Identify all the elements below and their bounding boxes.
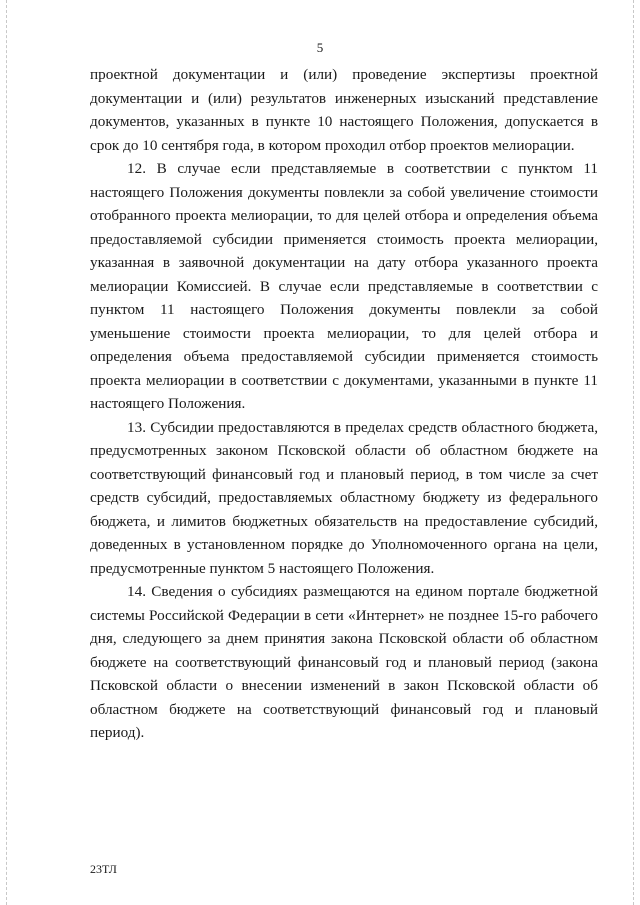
footer-code: 23ТЛ	[90, 862, 117, 876]
scan-left-edge	[6, 0, 7, 905]
document-body	[90, 63, 598, 745]
paragraph-continuation: проектной документации и (или) проведение экспертизы проектной документации и (или) результатов инженерных изысканий представление документов, указанных в пункте 10 настоящего Положения, допускается в срок до 10 сентября года, в котором проходил отбор проектов мелиорации.	[90, 66, 598, 154]
scan-right-edge	[633, 0, 634, 905]
paragraph-12: 12. В случае если представляемые в соответствии с пунктом 11 настоящего Положения документы повлекли за собой увеличение стоимости отобранного проекта мелиорации, то для целей отбора и определения объема предоставляемой субсидии применяется стоимость проекта мелиорации, указанная в заявочной документации на дату отбора указанного проекта мелиорации Комиссией. В случае если представляемые в соответствии с пунктом 11 настоящего Положения документы повлекли за собой уменьшение стоимости проекта мелиорации, то для целей отбора и определения объема предоставляемой субсидии применяется стоимость проекта мелиорации в соответствии с документами, указанными в пункте 11 настоящего Положения.	[90, 160, 598, 412]
page-number: 5	[316, 40, 324, 55]
paragraph-14: 14. Сведения о субсидиях размещаются на едином портале бюджетной системы Российской Федерации в сети «Интернет» не позднее 15-го рабочего дня, следующего за днем принятия закона Псковской области об областном бюджете на соответствующий финансовый год и плановый период (закона Псковской области о внесении изменений в закон Псковской области об областном бюджете на соответствующий финансовый год и плановый период).	[90, 583, 598, 741]
paragraph-13: 13. Субсидии предоставляются в пределах средств областного бюджета, предусмотренных законом Псковской области об областном бюджете на соответствующий финансовый год и плановый период, в том числе за счет средств субсидий, предоставляемых областному бюджету из федерального бюджета, и лимитов бюджетных обязательств на предоставление субсидий, доведенных в установленном порядке до Уполномоченного органа на цели, предусмотренные пунктом 5 настоящего Положения.	[90, 418, 598, 577]
